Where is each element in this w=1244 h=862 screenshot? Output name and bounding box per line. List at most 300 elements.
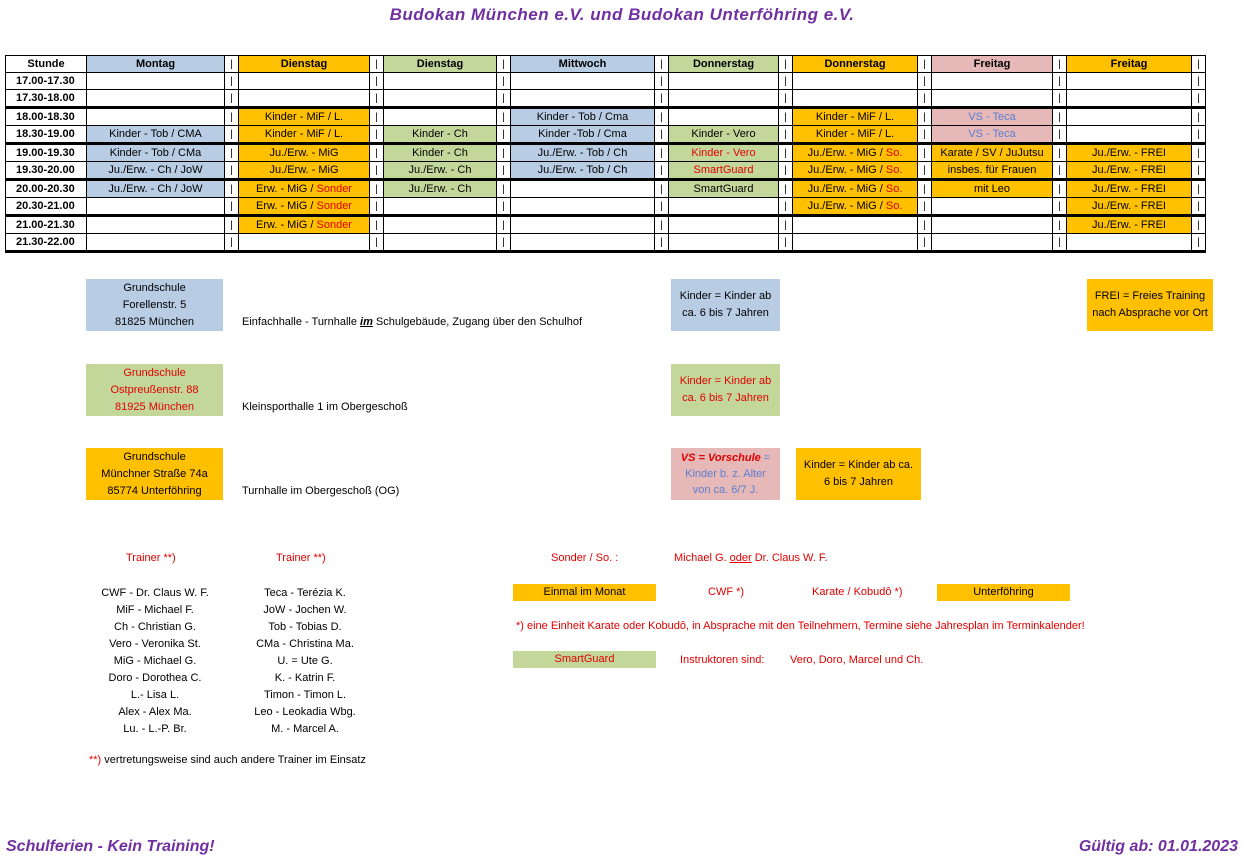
slot-freitag1 bbox=[932, 216, 1053, 234]
vs-title: VS = Vorschule bbox=[680, 452, 761, 464]
trainer-entry: CWF - Dr. Claus W. F. bbox=[101, 587, 209, 599]
slot-freitag1 bbox=[932, 108, 1053, 126]
schedule-row bbox=[6, 90, 1206, 108]
separator: | bbox=[779, 126, 793, 144]
slot-text: Ju./Erw. - Ch bbox=[408, 164, 472, 176]
legend-line: ca. 6 bis 7 Jahren bbox=[682, 392, 769, 404]
separator: | bbox=[370, 216, 384, 234]
slot-freitag1 bbox=[932, 234, 1053, 252]
slot-text: insbes. für Frauen bbox=[947, 164, 1037, 176]
slot-dienstag2 bbox=[384, 73, 497, 90]
separator: | bbox=[655, 162, 669, 180]
separator: | bbox=[1192, 56, 1206, 73]
header-donnerstag-2: Donnerstag bbox=[793, 56, 918, 73]
slot-text: Kinder - Ch bbox=[412, 128, 468, 140]
separator: | bbox=[779, 108, 793, 126]
legend-line bbox=[671, 450, 780, 466]
header-freitag-2: Freitag bbox=[1067, 56, 1192, 73]
slot-donnerstag2 bbox=[793, 162, 918, 180]
slot-freitag1 bbox=[932, 73, 1053, 90]
legend-unterfoehring: Unterföhring bbox=[937, 584, 1070, 601]
separator: | bbox=[918, 216, 932, 234]
instruktoren-value: Vero, Doro, Marcel und Ch. bbox=[790, 654, 924, 666]
header-montag: Montag bbox=[87, 56, 225, 73]
separator: | bbox=[370, 198, 384, 216]
separator: | bbox=[1053, 108, 1067, 126]
sonder-oder: oder bbox=[729, 552, 752, 564]
time-cell: 20.00-20.30 bbox=[6, 180, 87, 198]
trainer-entry: L.- Lisa L. bbox=[130, 689, 180, 701]
separator: | bbox=[779, 216, 793, 234]
slot-montag bbox=[87, 126, 225, 144]
separator: | bbox=[497, 234, 511, 252]
sonder-label: Sonder / So. : bbox=[551, 552, 619, 564]
slot-montag bbox=[87, 144, 225, 162]
trainer-entry: Ch - Christian G. bbox=[114, 621, 196, 633]
legend-frei bbox=[1087, 279, 1213, 331]
location-muenchnerstr bbox=[86, 448, 223, 500]
separator: | bbox=[1192, 108, 1206, 126]
separator: | bbox=[370, 108, 384, 126]
schedule-row bbox=[6, 234, 1206, 252]
trainer-entry: Tob - Tobias D. bbox=[268, 621, 342, 633]
slot-montag bbox=[87, 198, 225, 216]
slot-montag bbox=[87, 216, 225, 234]
trainer-entry: K. - Katrin F. bbox=[274, 672, 336, 684]
separator: | bbox=[655, 90, 669, 108]
time-cell: 21.00-21.30 bbox=[6, 216, 87, 234]
trainer-note bbox=[89, 754, 366, 766]
legend-line: Kinder b. z. Alter bbox=[685, 468, 766, 480]
slot-donnerstag1 bbox=[669, 162, 779, 180]
sonder-value bbox=[674, 552, 827, 564]
slot-text: Erw. - MiG / bbox=[256, 219, 317, 231]
header-donnerstag-1: Donnerstag bbox=[669, 56, 779, 73]
slot-text: Ju./Erw. - MiG bbox=[269, 164, 339, 176]
slot-donnerstag2 bbox=[793, 126, 918, 144]
trainer-entry: MiF - Michael F. bbox=[116, 604, 194, 616]
slot-text-red: Sonder bbox=[316, 183, 352, 195]
trainer-note-text: vertretungsweise sind auch andere Trainer im Einsatz bbox=[101, 754, 366, 766]
slot-text: Ju./Erw. - MiG bbox=[269, 147, 339, 159]
separator: | bbox=[370, 180, 384, 198]
separator: | bbox=[1192, 144, 1206, 162]
separator: | bbox=[918, 126, 932, 144]
separator: | bbox=[918, 198, 932, 216]
separator: | bbox=[1053, 144, 1067, 162]
schedule-row bbox=[6, 73, 1206, 90]
location-ostpreussenstr bbox=[86, 364, 223, 416]
trainer-entry: Leo - Leokadia Wbg. bbox=[254, 706, 356, 718]
location-muenchnerstr-desc: Turnhalle im Obergeschoß (OG) bbox=[242, 485, 400, 497]
trainer-list-1 bbox=[80, 585, 230, 738]
slot-freitag2 bbox=[1067, 108, 1192, 126]
separator: | bbox=[370, 73, 384, 90]
slot-text: Ju./Erw. - MiG / bbox=[807, 164, 886, 176]
slot-text: SmartGuard bbox=[693, 183, 754, 195]
separator: | bbox=[1192, 162, 1206, 180]
location-line: Ostpreußenstr. 88 bbox=[110, 383, 199, 396]
header-mittwoch: Mittwoch bbox=[511, 56, 655, 73]
separator: | bbox=[779, 56, 793, 73]
slot-dienstag2 bbox=[384, 144, 497, 162]
separator: | bbox=[1053, 234, 1067, 252]
separator: | bbox=[497, 73, 511, 90]
schedule-row bbox=[6, 162, 1206, 180]
separator: | bbox=[225, 73, 239, 90]
slot-freitag2 bbox=[1067, 234, 1192, 252]
schedule-row bbox=[6, 144, 1206, 162]
slot-montag bbox=[87, 108, 225, 126]
separator: | bbox=[225, 162, 239, 180]
slot-text-red: So. bbox=[885, 200, 903, 212]
separator: | bbox=[225, 126, 239, 144]
vs-eq: = bbox=[760, 452, 771, 464]
separator: | bbox=[225, 216, 239, 234]
separator: | bbox=[655, 144, 669, 162]
slot-montag bbox=[87, 162, 225, 180]
separator: | bbox=[655, 234, 669, 252]
separator: | bbox=[370, 234, 384, 252]
separator: | bbox=[918, 180, 932, 198]
slot-mittwoch bbox=[511, 162, 655, 180]
trainer-entry: Lu. - L.-P. Br. bbox=[123, 723, 187, 735]
schedule-row bbox=[6, 126, 1206, 144]
separator: | bbox=[1053, 162, 1067, 180]
time-cell: 18.00-18.30 bbox=[6, 108, 87, 126]
trainer-list-2 bbox=[230, 585, 380, 738]
separator: | bbox=[918, 56, 932, 73]
trainer-entry: U. = Ute G. bbox=[277, 655, 333, 667]
separator: | bbox=[779, 144, 793, 162]
slot-donnerstag1 bbox=[669, 180, 779, 198]
location-ostpreussenstr-desc: Kleinsporthalle 1 im Obergeschoß bbox=[242, 401, 408, 413]
trainer-entry: Doro - Dorothea C. bbox=[108, 672, 202, 684]
location-line: Forellenstr. 5 bbox=[122, 298, 187, 311]
slot-freitag1 bbox=[932, 126, 1053, 144]
separator: | bbox=[655, 126, 669, 144]
separator: | bbox=[1053, 216, 1067, 234]
slot-mittwoch bbox=[511, 234, 655, 252]
slot-text: Kinder - MiF / L. bbox=[815, 111, 895, 123]
slot-text: Ju./Erw. - MiG / bbox=[807, 200, 886, 212]
separator: | bbox=[225, 144, 239, 162]
slot-donnerstag2 bbox=[793, 180, 918, 198]
separator: | bbox=[1192, 126, 1206, 144]
instruktoren-label: Instruktoren sind: bbox=[680, 654, 765, 666]
location-line: Grundschule bbox=[123, 281, 186, 294]
separator: | bbox=[370, 144, 384, 162]
slot-dienstag2 bbox=[384, 162, 497, 180]
location-line: 85774 Unterföhring bbox=[107, 484, 202, 497]
separator: | bbox=[370, 90, 384, 108]
separator: | bbox=[497, 162, 511, 180]
slot-donnerstag2 bbox=[793, 90, 918, 108]
slot-donnerstag1 bbox=[669, 90, 779, 108]
legend-kinder-blue bbox=[671, 279, 780, 331]
slot-mittwoch bbox=[511, 180, 655, 198]
legend-cwf: CWF *) bbox=[708, 586, 745, 598]
slot-donnerstag1 bbox=[669, 144, 779, 162]
legend-vorschule bbox=[671, 448, 780, 500]
separator: | bbox=[779, 73, 793, 90]
slot-text: Ju./Erw. - MiG / bbox=[807, 183, 886, 195]
legend-line: Kinder = Kinder ab ca. bbox=[803, 459, 914, 471]
slot-dienstag2 bbox=[384, 90, 497, 108]
header-dienstag-2: Dienstag bbox=[384, 56, 497, 73]
slot-donnerstag1 bbox=[669, 126, 779, 144]
slot-dienstag1 bbox=[239, 216, 370, 234]
slot-freitag2 bbox=[1067, 198, 1192, 216]
slot-mittwoch bbox=[511, 216, 655, 234]
slot-dienstag1 bbox=[239, 108, 370, 126]
slot-text: Kinder - Ch bbox=[412, 147, 468, 159]
slot-mittwoch bbox=[511, 144, 655, 162]
slot-text: Ju./Erw. - Ch / JoW bbox=[108, 164, 203, 176]
slot-freitag2 bbox=[1067, 144, 1192, 162]
page-title: Budokan München e.V. und Budokan Unterföhring e.V. bbox=[389, 5, 855, 24]
trainer-entry: Timon - Timon L. bbox=[263, 689, 347, 701]
trainer-note-stars: **) bbox=[89, 754, 102, 766]
slot-text-red: Sonder bbox=[316, 200, 352, 212]
slot-donnerstag1 bbox=[669, 234, 779, 252]
slot-donnerstag2 bbox=[793, 144, 918, 162]
header-stunde: Stunde bbox=[6, 56, 87, 73]
separator: | bbox=[1192, 73, 1206, 90]
slot-text: VS - Teca bbox=[968, 128, 1016, 140]
separator: | bbox=[1053, 73, 1067, 90]
slot-montag bbox=[87, 180, 225, 198]
slot-mittwoch bbox=[511, 108, 655, 126]
slot-freitag2 bbox=[1067, 180, 1192, 198]
slot-dienstag1 bbox=[239, 126, 370, 144]
slot-freitag2 bbox=[1067, 162, 1192, 180]
slot-text: Ju./Erw. - MiG / bbox=[807, 147, 886, 159]
separator: | bbox=[918, 73, 932, 90]
slot-text: Ju./Erw. - FREI bbox=[1092, 200, 1166, 212]
slot-text: SmartGuard bbox=[693, 164, 754, 176]
slot-mittwoch bbox=[511, 90, 655, 108]
slot-freitag2 bbox=[1067, 90, 1192, 108]
trainer-entry: Alex - Alex Ma. bbox=[118, 706, 192, 718]
separator: | bbox=[779, 198, 793, 216]
separator: | bbox=[655, 198, 669, 216]
slot-dienstag1 bbox=[239, 198, 370, 216]
slot-dienstag1 bbox=[239, 90, 370, 108]
legend-kinder-green bbox=[671, 364, 780, 416]
separator: | bbox=[779, 180, 793, 198]
slot-text: Ju./Erw. - Tob / Ch bbox=[537, 147, 628, 159]
location-forellenstr bbox=[86, 279, 223, 331]
slot-text: Ju./Erw. - FREI bbox=[1092, 219, 1166, 231]
legend-kinder-orange bbox=[796, 448, 921, 500]
slot-donnerstag1 bbox=[669, 108, 779, 126]
slot-text: Kinder - Tob / CMa bbox=[109, 147, 202, 159]
separator: | bbox=[779, 234, 793, 252]
slot-freitag2 bbox=[1067, 73, 1192, 90]
slot-donnerstag1 bbox=[669, 198, 779, 216]
legend-line: Kinder = Kinder ab bbox=[679, 375, 772, 387]
separator: | bbox=[655, 56, 669, 73]
separator: | bbox=[225, 90, 239, 108]
slot-text: Ju./Erw. - FREI bbox=[1092, 164, 1166, 176]
slot-dienstag1 bbox=[239, 180, 370, 198]
legend-line: ca. 6 bis 7 Jahren bbox=[682, 307, 769, 319]
slot-donnerstag2 bbox=[793, 73, 918, 90]
slot-text: Erw. - MiG / bbox=[256, 200, 317, 212]
slot-text-red: So. bbox=[885, 147, 903, 159]
location-forellenstr-desc bbox=[242, 316, 582, 328]
slot-text-red: Sonder bbox=[316, 219, 352, 231]
trainer-heading-1: Trainer **) bbox=[126, 552, 176, 564]
slot-dienstag1 bbox=[239, 162, 370, 180]
legend-line: FREI = Freies Training bbox=[1094, 290, 1206, 302]
time-cell: 20.30-21.00 bbox=[6, 198, 87, 216]
legend-line: 6 bis 7 Jahren bbox=[823, 476, 894, 488]
desc-post: Schulgebäude, Zugang über den Schulhof bbox=[372, 316, 583, 328]
slot-text: Ju./Erw. - FREI bbox=[1092, 183, 1166, 195]
legend-line: nach Absprache vor Ort bbox=[1092, 307, 1208, 319]
slot-text: Kinder - Vero bbox=[691, 147, 756, 159]
slot-dienstag1 bbox=[239, 234, 370, 252]
separator: | bbox=[918, 144, 932, 162]
slot-freitag2 bbox=[1067, 216, 1192, 234]
separator: | bbox=[655, 108, 669, 126]
trainer-entry: M. - Marcel A. bbox=[271, 723, 339, 735]
slot-dienstag2 bbox=[384, 108, 497, 126]
footer-gueltig-ab: Gültig ab: 01.01.2023 bbox=[1078, 838, 1238, 855]
desc-pre: Einfachhalle - Turnhalle bbox=[242, 316, 361, 328]
trainer-heading-2: Trainer **) bbox=[276, 552, 326, 564]
slot-freitag1 bbox=[932, 162, 1053, 180]
slot-text: Erw. - MiG / bbox=[256, 183, 317, 195]
slot-donnerstag1 bbox=[669, 73, 779, 90]
trainer-entry: CMa - Christina Ma. bbox=[256, 638, 354, 650]
separator: | bbox=[1053, 126, 1067, 144]
slot-montag bbox=[87, 73, 225, 90]
slot-dienstag2 bbox=[384, 216, 497, 234]
time-cell: 18.30-19.00 bbox=[6, 126, 87, 144]
slot-text: mit Leo bbox=[973, 183, 1011, 195]
slot-freitag1 bbox=[932, 90, 1053, 108]
time-cell: 17.30-18.00 bbox=[6, 90, 87, 108]
separator: | bbox=[225, 234, 239, 252]
slot-mittwoch bbox=[511, 73, 655, 90]
separator: | bbox=[655, 180, 669, 198]
time-cell: 21.30-22.00 bbox=[6, 234, 87, 252]
slot-dienstag2 bbox=[384, 180, 497, 198]
time-cell: 19.30-20.00 bbox=[6, 162, 87, 180]
legend-line: von ca. 6/7 J. bbox=[692, 484, 759, 496]
separator: | bbox=[370, 126, 384, 144]
separator: | bbox=[497, 144, 511, 162]
slot-dienstag1 bbox=[239, 144, 370, 162]
separator: | bbox=[779, 162, 793, 180]
legend-einheit-note: *) eine Einheit Karate oder Kobudô, in Absprache mit den Teilnehmern, Termine siehe Jahresplan im Terminkalender! bbox=[516, 620, 1085, 632]
schedule-row bbox=[6, 216, 1206, 234]
slot-montag bbox=[87, 90, 225, 108]
slot-donnerstag2 bbox=[793, 234, 918, 252]
legend-karate: Karate / Kobudô *) bbox=[812, 586, 903, 598]
separator: | bbox=[1053, 90, 1067, 108]
separator: | bbox=[1192, 180, 1206, 198]
slot-text: Ju./Erw. - Ch / JoW bbox=[108, 183, 203, 195]
location-line: Münchner Straße 74a bbox=[101, 467, 208, 480]
separator: | bbox=[497, 198, 511, 216]
separator: | bbox=[918, 234, 932, 252]
slot-freitag2 bbox=[1067, 126, 1192, 144]
separator: | bbox=[225, 108, 239, 126]
legend-smartguard: SmartGuard bbox=[513, 651, 656, 668]
separator: | bbox=[370, 162, 384, 180]
time-cell: 17.00-17.30 bbox=[6, 73, 87, 90]
trainer-entry: Teca - Terézia K. bbox=[264, 587, 346, 599]
slot-text: Kinder - MiF / L. bbox=[815, 128, 895, 140]
header-row bbox=[6, 56, 1206, 73]
slot-dienstag2 bbox=[384, 126, 497, 144]
separator: | bbox=[497, 180, 511, 198]
separator: | bbox=[1192, 198, 1206, 216]
separator: | bbox=[225, 180, 239, 198]
schedule-row bbox=[6, 180, 1206, 198]
location-line: 81925 München bbox=[115, 400, 194, 413]
slot-text: Kinder -Tob / Cma bbox=[538, 128, 627, 140]
separator: | bbox=[497, 56, 511, 73]
slot-text: VS - Teca bbox=[968, 111, 1016, 123]
separator: | bbox=[655, 216, 669, 234]
separator: | bbox=[497, 126, 511, 144]
slot-text: Karate / SV / JuJutsu bbox=[940, 147, 1044, 159]
separator: | bbox=[918, 162, 932, 180]
legend-line: Kinder = Kinder ab bbox=[679, 290, 772, 302]
schedule-row bbox=[6, 108, 1206, 126]
separator: | bbox=[779, 90, 793, 108]
slot-donnerstag2 bbox=[793, 108, 918, 126]
separator: | bbox=[497, 216, 511, 234]
time-cell: 19.00-19.30 bbox=[6, 144, 87, 162]
slot-mittwoch bbox=[511, 198, 655, 216]
slot-dienstag1 bbox=[239, 73, 370, 90]
separator: | bbox=[918, 90, 932, 108]
location-line: 81825 München bbox=[115, 315, 194, 328]
separator: | bbox=[225, 56, 239, 73]
footer-schulferien: Schulferien - Kein Training! bbox=[6, 838, 215, 855]
slot-dienstag2 bbox=[384, 198, 497, 216]
slot-montag bbox=[87, 234, 225, 252]
slot-text: Ju./Erw. - Ch bbox=[408, 183, 472, 195]
separator: | bbox=[370, 56, 384, 73]
slot-text: Kinder - Vero bbox=[691, 128, 756, 140]
legend-einmal-im-monat: Einmal im Monat bbox=[513, 584, 656, 601]
location-line: Grundschule bbox=[123, 366, 186, 379]
desc-em: im bbox=[360, 316, 373, 328]
slot-text: Kinder - Tob / CMA bbox=[109, 128, 202, 140]
separator: | bbox=[497, 90, 511, 108]
slot-donnerstag2 bbox=[793, 216, 918, 234]
header-dienstag-1: Dienstag bbox=[239, 56, 370, 73]
separator: | bbox=[497, 108, 511, 126]
slot-text: Kinder - Tob / Cma bbox=[536, 111, 629, 123]
slot-text: Kinder - MiF / L. bbox=[264, 111, 344, 123]
slot-text-red: So. bbox=[885, 183, 903, 195]
trainer-entry: JoW - Jochen W. bbox=[263, 604, 347, 616]
location-line: Grundschule bbox=[123, 450, 186, 463]
slot-donnerstag1 bbox=[669, 216, 779, 234]
slot-mittwoch bbox=[511, 126, 655, 144]
schedule-row bbox=[6, 198, 1206, 216]
separator: | bbox=[1192, 216, 1206, 234]
separator: | bbox=[1192, 234, 1206, 252]
